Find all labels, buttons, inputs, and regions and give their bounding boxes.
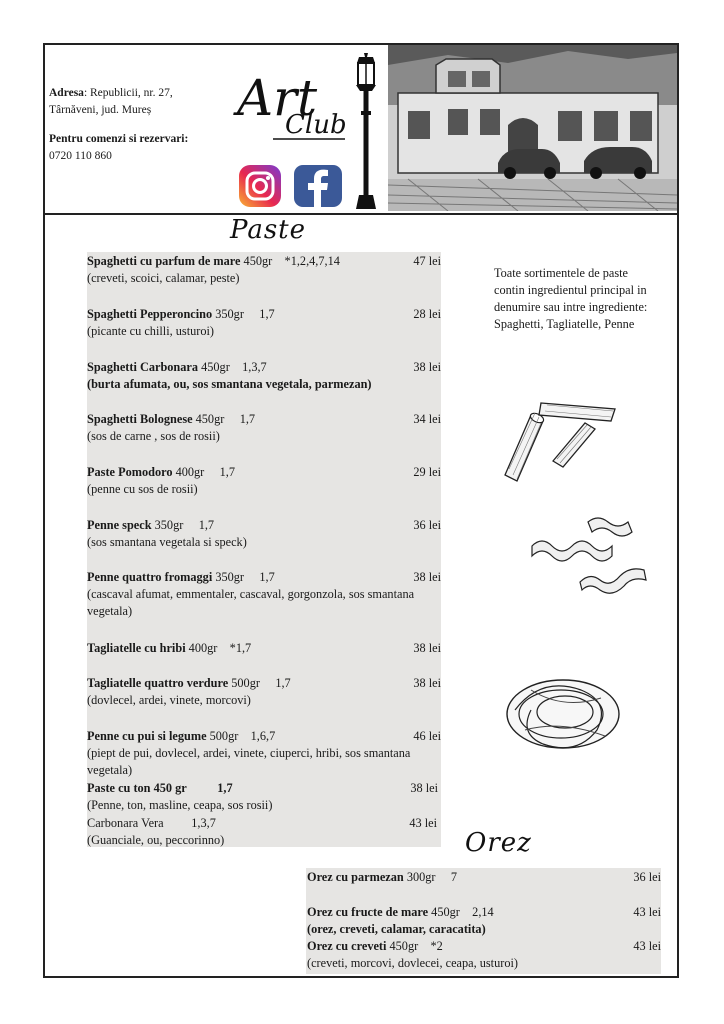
- menu-header: [45, 45, 677, 215]
- paste-section-title: Paste: [230, 215, 307, 245]
- orders-label: Pentru comenzi si rezervari:: [49, 133, 189, 145]
- menu-item-orez-parmezan: Orez cu parmezan 300gr 7 36 lei: [307, 870, 661, 884]
- menu-item-tagliatelle-quattro-verdure: Tagliatelle quattro verdure 500gr 1,7 38 lei (dovlecel, ardei, vinete, morcovi): [87, 676, 441, 707]
- menu-item-carbonara-vera: Carbonara Vera 1,3,7 43 lei (Guanciale, ou, peccorinno): [87, 816, 437, 847]
- building-sketch-photo: [388, 45, 677, 211]
- tagliatelle-nest-sketch: [501, 670, 627, 760]
- pasta-ingredients-note: Toate sortimentele de paste contin ingredientul principal in denumire sau intre ingrediente: Spaghetti, Tagliatelle, Penne: [494, 266, 648, 331]
- menu-item-paste-ton: Paste cu ton 450 gr 1,7 38 lei (Penne, ton, masline, ceapa, sos rosii): [87, 781, 438, 812]
- menu-item-spaghetti-parfum: Spaghetti cu parfum de mare 450gr *1,2,4,7,14 47 lei (creveti, scoici, calamar, peste): [87, 254, 441, 285]
- fusilli-sketch: [528, 512, 653, 594]
- menu-item-penne-speck: Penne speck 350gr 1,7 36 lei (sos smantana vegetala si speck): [87, 518, 441, 549]
- menu-item-paste-pomodoro: Paste Pomodoro 400gr 1,7 29 lei (penne cu sos de rosii): [87, 465, 441, 496]
- contact-block: [49, 85, 234, 165]
- penne-sketch: [497, 395, 633, 485]
- menu-item-penne-quattro-fromaggi: Penne quattro fromaggi 350gr 1,7 38 lei (cascaval afumat, emmentaler, cascaval, gorgonzola, sos smantana vegetala): [87, 570, 441, 618]
- facebook-icon[interactable]: [290, 162, 346, 210]
- logo-art-text: Art: [237, 69, 318, 127]
- menu-item-tagliatelle-hribi: Tagliatelle cu hribi 400gr *1,7 38 lei: [87, 641, 441, 655]
- address-line-2: Târnăveni, jud. Mureș: [49, 104, 152, 116]
- address-label: Adresa: [49, 87, 84, 99]
- menu-item-spaghetti-bolognese: Spaghetti Bolognese 450gr 1,7 34 lei (sos de carne , sos de rosii): [87, 412, 441, 443]
- social-links: [232, 162, 348, 210]
- menu-item-spaghetti-pepperoncino: Spaghetti Pepperoncino 350gr 1,7 28 lei (picante cu chilli, usturoi): [87, 307, 441, 338]
- menu-item-penne-pui-legume: Penne cu pui si legume 500gr 1,6,7 46 lei (piept de pui, dovlecel, ardei, vinete, ciuperci, hribi, sos smantana vegetala): [87, 729, 441, 777]
- menu-page: [43, 43, 679, 978]
- art-club-logo: [233, 53, 351, 153]
- orez-section-title: Orez: [465, 828, 532, 858]
- menu-item-orez-creveti: Orez cu creveti 450gr *2 43 lei (creveti, morcovi, dovlecei, ceapa, usturoi): [307, 939, 661, 970]
- menu-item-orez-fructe-mare: Orez cu fructe de mare 450gr 2,14 43 lei (orez, creveti, calamar, caracatita): [307, 905, 661, 936]
- street-lamp-illustration: [348, 49, 384, 211]
- menu-item-spaghetti-carbonara: Spaghetti Carbonara 450gr 1,3,7 38 lei (burta afumata, ou, sos smantana vegetala, parmezan): [87, 360, 441, 391]
- phone-number[interactable]: 0720 110 860: [49, 150, 112, 162]
- address-line-1: : Republicii, nr. 27,: [83, 87, 173, 99]
- instagram-icon[interactable]: [236, 162, 284, 210]
- logo-club-text: Club: [285, 110, 347, 140]
